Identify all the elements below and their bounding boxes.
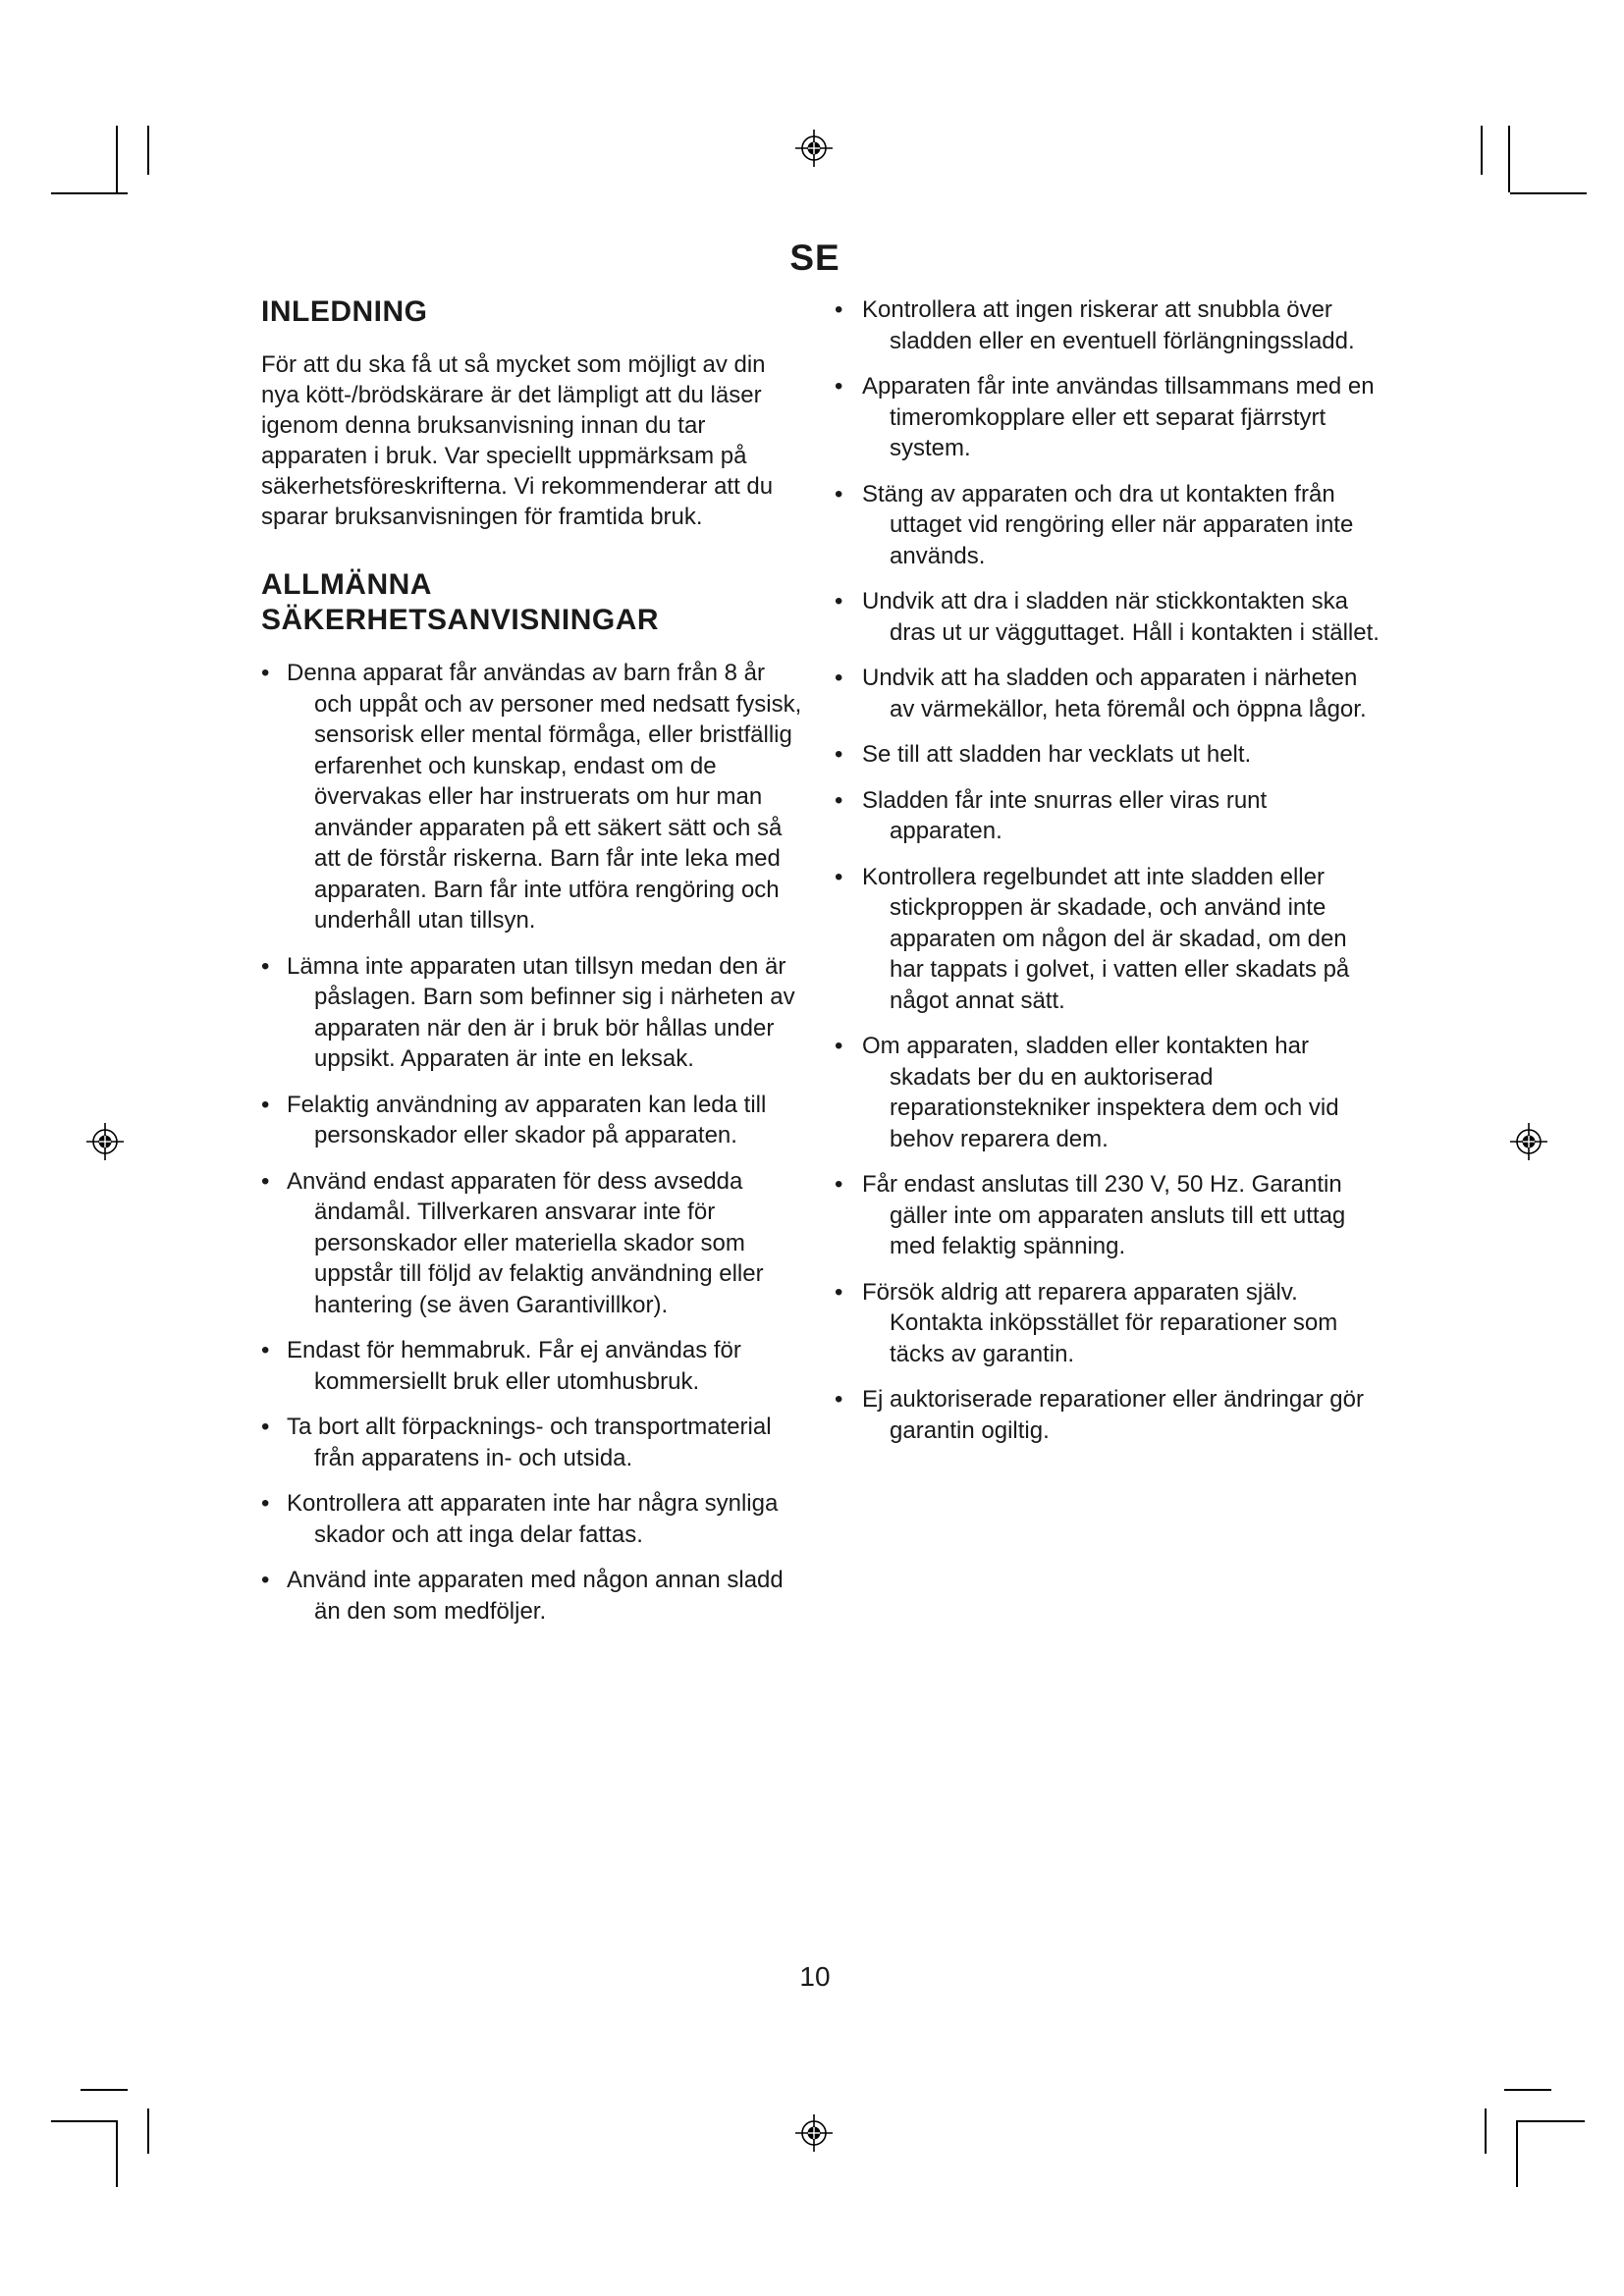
safety-list-right	[835, 294, 1384, 1446]
language-label: SE	[789, 238, 840, 278]
crop-mark	[116, 2120, 118, 2187]
list-item: • Använd endast apparaten för dess avsedda ändamål. Tillverkaren ansvarar inte för personskador eller materiella skador som uppstår till följd av felaktig användning eller hantering (se även Garantivillkor).	[261, 1166, 806, 1321]
crop-mark	[81, 2089, 128, 2091]
safety-heading-line1: ALLMÄNNA	[261, 568, 432, 601]
list-item: • Kontrollera regelbundet att inte sladden eller stickproppen är skadade, och använd inte apparaten om någon del är skadad, om den har tappats i golvet, i vatten eller skadats på något annat sätt.	[835, 862, 1384, 1017]
crop-mark	[147, 2109, 149, 2154]
crop-mark	[1508, 126, 1510, 192]
intro-text: För att du ska få ut så mycket som möjligt av din nya kött-/brödskärare är det lämpligt att du läser igenom denna bruksanvisning innan du tar apparaten i bruk. Var speciellt uppmärksam på säkerhetsföreskrifterna. Vi rekommenderar att du sparar bruksanvisningen för framtida bruk.	[261, 351, 774, 530]
list-item: • Använd inte apparaten med någon annan sladd än den som medföljer.	[261, 1565, 806, 1627]
list-item: • Kontrollera att apparaten inte har några synliga skador och att inga delar fattas.	[261, 1488, 806, 1550]
list-item: • Undvik att dra i sladden när stickkontakten ska dras ut ur vägguttaget. Håll i kontakten i stället.	[835, 586, 1384, 648]
list-item: • Sladden får inte snurras eller viras runt apparaten.	[835, 785, 1384, 847]
crop-mark	[1510, 192, 1587, 194]
list-item: • Felaktig användning av apparaten kan leda till personskador eller skador på apparaten.	[261, 1090, 806, 1151]
list-item: • Ej auktoriserade reparationer eller ändringar gör garantin ogiltig.	[835, 1384, 1384, 1446]
intro-heading: INLEDNING	[261, 295, 428, 328]
registration-mark-icon	[795, 2114, 833, 2152]
list-item: • Se till att sladden har vecklats ut helt.	[835, 739, 1384, 771]
crop-mark	[1516, 2120, 1518, 2187]
safety-heading-line2: SÄKERHETSANVISNINGAR	[261, 604, 660, 636]
registration-mark-icon	[1510, 1123, 1547, 1160]
list-item: • Får endast anslutas till 230 V, 50 Hz. Garantin gäller inte om apparaten ansluts till ett uttag med felaktig spänning.	[835, 1169, 1384, 1262]
list-item: • Om apparaten, sladden eller kontakten har skadats ber du en auktoriserad reparationstekniker inspektera dem och vid behov reparera dem.	[835, 1031, 1384, 1154]
crop-mark	[1504, 2089, 1551, 2091]
page-number: 10	[799, 1961, 831, 1992]
crop-mark	[51, 2120, 118, 2122]
registration-mark-icon	[86, 1123, 124, 1160]
right-column	[835, 294, 1384, 1461]
list-item: • Försök aldrig att reparera apparaten själv. Kontakta inköpsstället för reparationer som täcks av garantin.	[835, 1277, 1384, 1370]
left-column	[261, 294, 806, 1641]
safety-heading	[261, 567, 806, 638]
crop-mark	[1518, 2120, 1585, 2122]
list-item: • Apparaten får inte användas tillsammans med en timeromkopplare eller ett separat fjärrstyrt system.	[835, 371, 1384, 464]
list-item: • Kontrollera att ingen riskerar att snubbla över sladden eller en eventuell förlängningssladd.	[835, 294, 1384, 356]
registration-mark-icon	[795, 130, 833, 167]
list-item: • Endast för hemmabruk. Får ej användas för kommersiellt bruk eller utomhusbruk.	[261, 1335, 806, 1397]
list-item: • Denna apparat får användas av barn från 8 år och uppåt och av personer med nedsatt fysisk, sensorisk eller mental förmåga, eller bristfällig erfarenhet och kunskap, endast om de övervakas eller har instruerats om hur man använder apparaten på ett säkert sätt och så att de förstår riskerna. Barn får inte leka med apparaten. Barn får inte utföra rengöring och underhåll utan tillsyn.	[261, 658, 806, 936]
list-item: • Lämna inte apparaten utan tillsyn medan den är påslagen. Barn som befinner sig i närheten av apparaten när den är i bruk bör hållas under uppsikt. Apparaten är inte en leksak.	[261, 951, 806, 1075]
crop-mark	[1481, 126, 1483, 175]
crop-mark	[1485, 2109, 1487, 2154]
list-item: • Ta bort allt förpacknings- och transportmaterial från apparatens in- och utsida.	[261, 1412, 806, 1473]
list-item: • Undvik att ha sladden och apparaten i närheten av värmekällor, heta föremål och öppna lågor.	[835, 663, 1384, 724]
crop-mark	[147, 126, 149, 175]
crop-mark	[116, 126, 118, 192]
crop-mark	[51, 192, 128, 194]
list-item: • Stäng av apparaten och dra ut kontakten från uttaget vid rengöring eller när apparaten inte används.	[835, 479, 1384, 572]
safety-list-left	[261, 658, 806, 1627]
